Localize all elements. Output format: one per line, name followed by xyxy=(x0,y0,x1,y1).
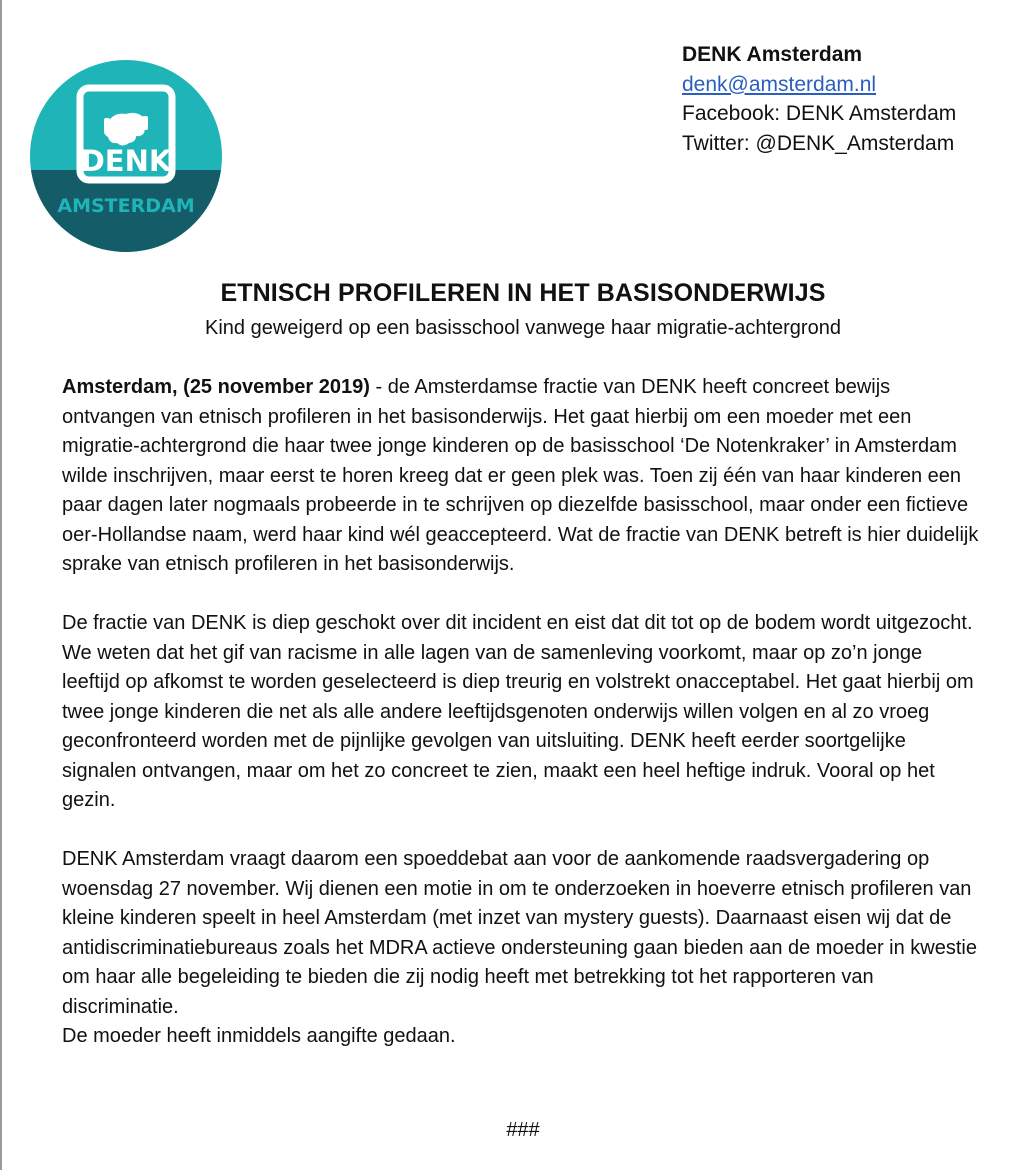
paragraph-1-text: - de Amsterdamse fractie van DENK heeft concreet bewijs ontvangen van etnisch profileren in het basisonderwijs. Het gaat hierbij om een moeder met een migratie-achtergrond die haar twee jonge kinderen op de basisschool ‘De Notenkraker’ in Amsterdam wilde inschrijven, maar eerst te horen kreeg dat er geen plek was. Toen zij één van haar kinderen een paar dagen later nogmaals probeerde in te schrijven op diezelfde basisschool, maar onder een fictieve oer-Hollandse naam, werd haar kind wél geaccepteerd. Wat de fractie van DENK betreft is hier duidelijk sprake van etnisch profileren in het basisonderwijs. xyxy=(62,376,979,575)
paragraph-4: De moeder heeft inmiddels aangifte gedaan. xyxy=(62,1025,456,1047)
denk-amsterdam-logo xyxy=(30,60,222,252)
page-edge xyxy=(0,0,2,1170)
contact-twitter: Twitter: @DENK_Amsterdam xyxy=(682,131,955,155)
dateline: Amsterdam, (25 november 2019) xyxy=(62,376,370,398)
contact-email-link[interactable]: denk@amsterdam.nl xyxy=(682,72,877,96)
press-release-body xyxy=(62,373,982,1052)
paragraph-3: DENK Amsterdam vraagt daarom een spoeddebat aan voor de aankomende raadsvergadering op woensdag 27 november. Wij dienen een motie in om te onderzoeken in hoeverre etnisch profileren van kleine kinderen speelt in heel Amsterdam (met inzet van mystery guests). Daarnaast eisen wij dat de antidiscriminatiebureaus zoals het MDRA actieve ondersteuning gaan bieden aan de moeder in kwestie om haar alle begeleiding te bieden die zij nodig heeft met betrekking tot het rapporteren van discriminatie. xyxy=(62,848,977,1018)
end-mark: ### xyxy=(506,1119,540,1141)
paragraph-2: De fractie van DENK is diep geschokt over dit incident en eist dat dit tot op de bodem wordt uitgezocht. We weten dat het gif van racisme in alle lagen van de samenleving voorkomt, maar op zo’n jonge leeftijd op afkomst te worden geselecteerd is diep treurig en volstrekt onacceptabel. Het gaat hierbij om twee jonge kinderen die net als alle andere leeftijdsgenoten onderwijs willen volgen en al zo vroeg geconfronteerd worden met de pijnlijke gevolgen van uitsluiting. DENK heeft eerder soortgelijke signalen ontvangen, maar om het zo concreet te zien, maakt een heel heftige indruk. Vooral op het gezin. xyxy=(62,612,974,811)
logo-wordmark: DENK xyxy=(80,144,172,178)
contact-org: DENK Amsterdam xyxy=(682,43,863,66)
logo-city: AMSTERDAM xyxy=(57,195,195,217)
page-subtitle: Kind geweigerd op een basisschool vanwege haar migratie-achtergrond xyxy=(205,317,841,339)
contact-block xyxy=(682,40,956,158)
page-title: ETNISCH PROFILEREN IN HET BASISONDERWIJS xyxy=(220,279,826,307)
paragraph-1 xyxy=(62,373,982,580)
contact-facebook: Facebook: DENK Amsterdam xyxy=(682,102,957,125)
